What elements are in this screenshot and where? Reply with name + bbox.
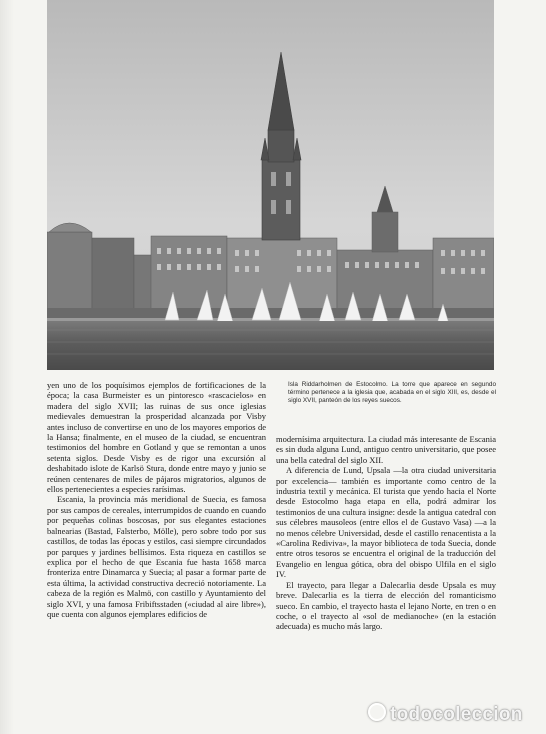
- photo-caption: Isla Riddarholmen de Estocolmo. La torre que aparece en segundo término pertenece a la iglesia que, acabada en el siglo XIII, es, desde el siglo XVII, panteón de los reyes suecos.: [288, 381, 496, 404]
- watermark-text: todocoleccion: [390, 704, 523, 725]
- paragraph: modernísima arquitectura. La ciudad más interesante de Escania es sin duda alguna Lund, antiguo centro universitario, que posee una bella catedral del siglo XII.: [276, 434, 496, 465]
- page-edge: [0, 0, 14, 734]
- right-column: [276, 434, 496, 632]
- watermark: [368, 703, 523, 726]
- photo-riddarholmen: [47, 0, 494, 370]
- paragraph: Escania, la provincia más meridional de Suecia, es famosa por sus campos de cereales, interrumpidos de cuando en cuando por pequeñas colinas boscosas, por sus elegantes estaciones balnearias (Bastad, Falsterbo, Mölle), pero sobre todo por sus castillos, de todas las épocas y estilos, casi siempre circundados por parques y jardines bellísimos. Esta riqueza en castillos se explica por el hecho de que Escania fue hasta 1658 marca fronteriza entre Dinamarca y Suecia; al pasar a formar parte de esta última, la actividad constructiva decreció notoriamente. La cabeza de la región es Malmö, con castillo y Ayuntamiento del siglo XVI, y una famosa Fribiftsstaden («ciudad al aire libre»), que cuenta con algunos ejemplares edificios de: [47, 494, 266, 619]
- paragraph: A diferencia de Lund, Upsala —la otra ciudad universitaria por excelencia— también es importante como centro de la industria textil y mecánica. El turista que yendo hacia el Norte desde Estocolmo haga etapa en ella, podrá admirar los testimonios de una cultura insigne: desde la antigua catedral con sus célebres mausoleos (entre ellos el de Gustavo Vasa) —a la no menos célebre Universidad, desde el castillo renacentista a la «Carolina Rediviva», la mayor biblioteca de toda Suecia, donde entre otros tesoros se encuentra el original de la traducción del Evangelio en lengua gótica, obra del obispo Ulfila en el siglo IV.: [276, 465, 496, 580]
- watermark-logo-icon: [368, 703, 386, 721]
- paragraph: yen uno de los poquísimos ejemplos de fortificaciones de la época; la casa Burmeister es un pintoresco «rascacielos» en madera del siglo XVII; las ruinas de sus once iglesias medievales demuestran la prosperidad alcanzada por Visby antes incluso de convertirse en uno de los mayores emporios de la Hansa; finalmente, en el museo de la ciudad, se encuentran testimonios del hombre en Gotland y que se remontan a unos setenta siglos. Desde Visby es de rigor una excursión al deshabitado islote de Karlsö Stura, donde entre mayo y junio se reúnen centenares de miles de pájaros migratorios, algunos de ellos pertenecientes a especies rarísimas.: [47, 380, 266, 495]
- left-column: [47, 380, 266, 619]
- paragraph: El trayecto, para llegar a Dalecarlia desde Upsala es muy breve. Dalecarlia es la tierra de elección del romanticismo sueco. En cambio, el trayecto hasta el lejano Norte, en tren o en coche, o el trayecto al «sol de medianoche» (en la estación adecuada) es mucho más largo.: [276, 579, 496, 632]
- city-photo-illustration: [47, 0, 494, 370]
